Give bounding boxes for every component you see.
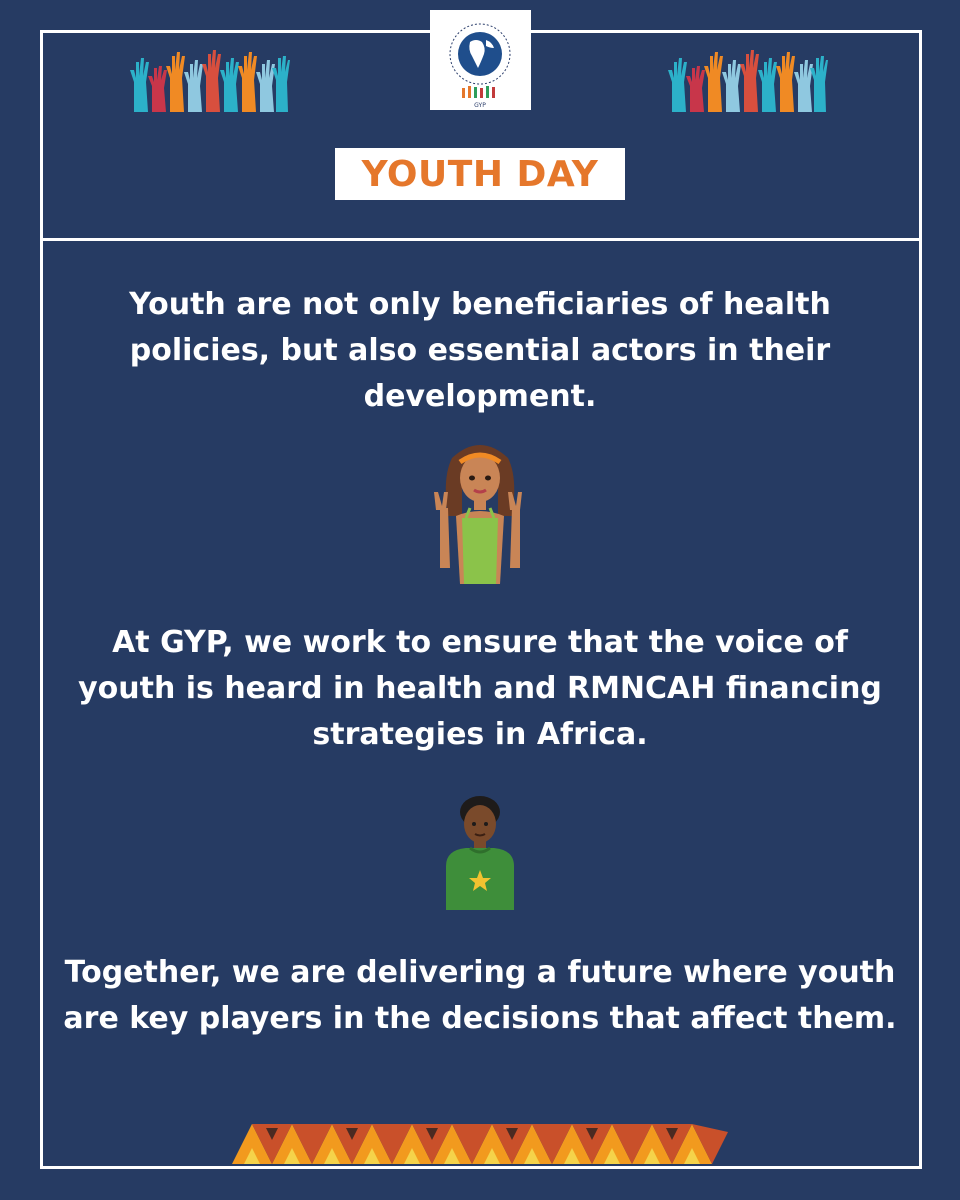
- globe-logo-icon: [430, 10, 531, 110]
- raised-hands-icon: [130, 48, 290, 112]
- title-banner: [335, 148, 625, 200]
- logo: [430, 10, 531, 110]
- page-title: YOUTH DAY: [361, 153, 599, 195]
- paragraph-3: Together, we are delivering a future where youth are key players in the decisions that affect them.: [63, 955, 897, 1036]
- paragraph-1: Youth are not only beneficiaries of health policies, but also essential actors in their development.: [129, 287, 831, 414]
- african-triangle-pattern-icon: [232, 1124, 728, 1164]
- header-divider: [40, 238, 919, 241]
- girl-peace-sign-icon: [426, 438, 534, 584]
- boy-star-shirt-icon: [440, 790, 520, 910]
- logo-caption: GYP: [474, 102, 486, 109]
- paragraph-2: At GYP, we work to ensure that the voice of youth is heard in health and RMNCAH financing strategies in Africa.: [78, 625, 882, 752]
- raised-hands-icon: [668, 48, 828, 112]
